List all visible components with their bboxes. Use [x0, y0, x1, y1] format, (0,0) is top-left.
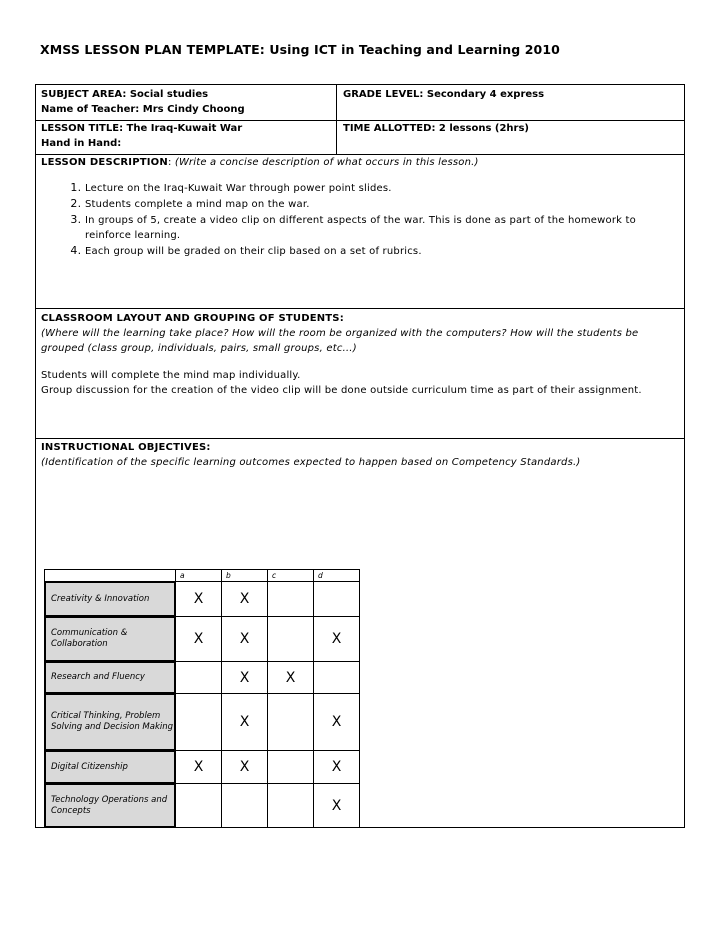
subject-row	[36, 85, 684, 121]
classroom-layout-section	[36, 309, 684, 439]
mark-cell	[268, 617, 314, 662]
competency-label: Research and Fluency	[45, 662, 176, 694]
mark-cell: X	[176, 582, 222, 617]
competency-label: Critical Thinking, Problem Solving and Decision Making	[45, 694, 176, 751]
lesson-title-row	[36, 121, 684, 155]
time-allotted: TIME ALLOTTED: 2 lessons (2hrs)	[343, 123, 529, 134]
column-header-b: b	[222, 570, 268, 582]
column-header-d: d	[314, 570, 360, 582]
mark-cell: X	[176, 617, 222, 662]
mark-cell: X	[314, 751, 360, 784]
hand-in-hand: Hand in Hand:	[41, 138, 122, 149]
table-row	[45, 617, 360, 662]
list-item: 4. Each group will be graded on their clip based on a set of rubrics.	[85, 243, 679, 259]
column-header-c: c	[268, 570, 314, 582]
mark-cell: X	[222, 662, 268, 694]
competency-table	[44, 569, 360, 828]
mark-cell	[176, 784, 222, 828]
column-header-a: a	[176, 570, 222, 582]
instructional-objectives-hint: (Identification of the specific learning outcomes expected to happen based on Competency Standards.)	[41, 457, 581, 468]
mark-cell	[268, 784, 314, 828]
mark-cell	[314, 582, 360, 617]
table-row	[45, 582, 360, 617]
competency-label: Technology Operations and Concepts	[45, 784, 176, 828]
mark-cell	[176, 694, 222, 751]
table-row	[45, 694, 360, 751]
lesson-description-heading: LESSON DESCRIPTION: (Write a concise description of what occurs in this lesson.)	[41, 157, 479, 168]
competency-label: Communication & Collaboration	[45, 617, 176, 662]
mark-cell: X	[314, 617, 360, 662]
lesson-description-hint: (Write a concise description of what occurs in this lesson.)	[174, 157, 479, 168]
classroom-layout-heading: CLASSROOM LAYOUT AND GROUPING OF STUDENTS:	[41, 313, 344, 324]
lesson-description-list	[41, 180, 679, 259]
subject-area: SUBJECT AREA: Social studies	[41, 89, 209, 100]
mark-cell	[176, 662, 222, 694]
classroom-layout-hint: (Where will the learning take place? How will the room be organized with the computers? How will the students be grouped (class group, individuals, pairs, small groups, etc…)	[41, 328, 639, 354]
lesson-description-section	[36, 155, 684, 309]
mark-cell: X	[176, 751, 222, 784]
table-row	[45, 662, 360, 694]
classroom-layout-line: Group discussion for the creation of the video clip will be done outside curriculum time as part of their assignment.	[41, 385, 642, 396]
page-title: XMSS LESSON PLAN TEMPLATE: Using ICT in Teaching and Learning 2010	[40, 42, 560, 57]
grade-level: GRADE LEVEL: Secondary 4 express	[343, 89, 545, 100]
mark-cell: X	[314, 694, 360, 751]
mark-cell: X	[222, 582, 268, 617]
mark-cell	[268, 694, 314, 751]
list-item: 3. In groups of 5, create a video clip on different aspects of the war. This is done as part of the homework to reinforce learning.	[85, 212, 679, 243]
teacher-name: Name of Teacher: Mrs Cindy Choong	[41, 104, 245, 115]
competency-header-row	[45, 570, 360, 582]
mark-cell	[222, 784, 268, 828]
competency-header-blank	[45, 570, 176, 582]
instructional-objectives-heading: INSTRUCTIONAL OBJECTIVES:	[41, 442, 211, 453]
table-row	[45, 784, 360, 828]
lesson-title: LESSON TITLE: The Iraq-Kuwait War	[41, 123, 243, 134]
list-item: 1. Lecture on the Iraq-Kuwait War through power point slides.	[85, 180, 679, 196]
mark-cell: X	[222, 617, 268, 662]
table-row	[45, 751, 360, 784]
mark-cell	[314, 662, 360, 694]
mark-cell: X	[222, 751, 268, 784]
mark-cell: X	[268, 662, 314, 694]
mark-cell	[268, 582, 314, 617]
classroom-layout-line: Students will complete the mind map individually.	[41, 370, 301, 381]
mark-cell	[268, 751, 314, 784]
competency-label: Digital Citizenship	[45, 751, 176, 784]
competency-label: Creativity & Innovation	[45, 582, 176, 617]
mark-cell: X	[314, 784, 360, 828]
lesson-plan-form	[35, 84, 685, 828]
mark-cell: X	[222, 694, 268, 751]
list-item: 2. Students complete a mind map on the war.	[85, 196, 679, 212]
